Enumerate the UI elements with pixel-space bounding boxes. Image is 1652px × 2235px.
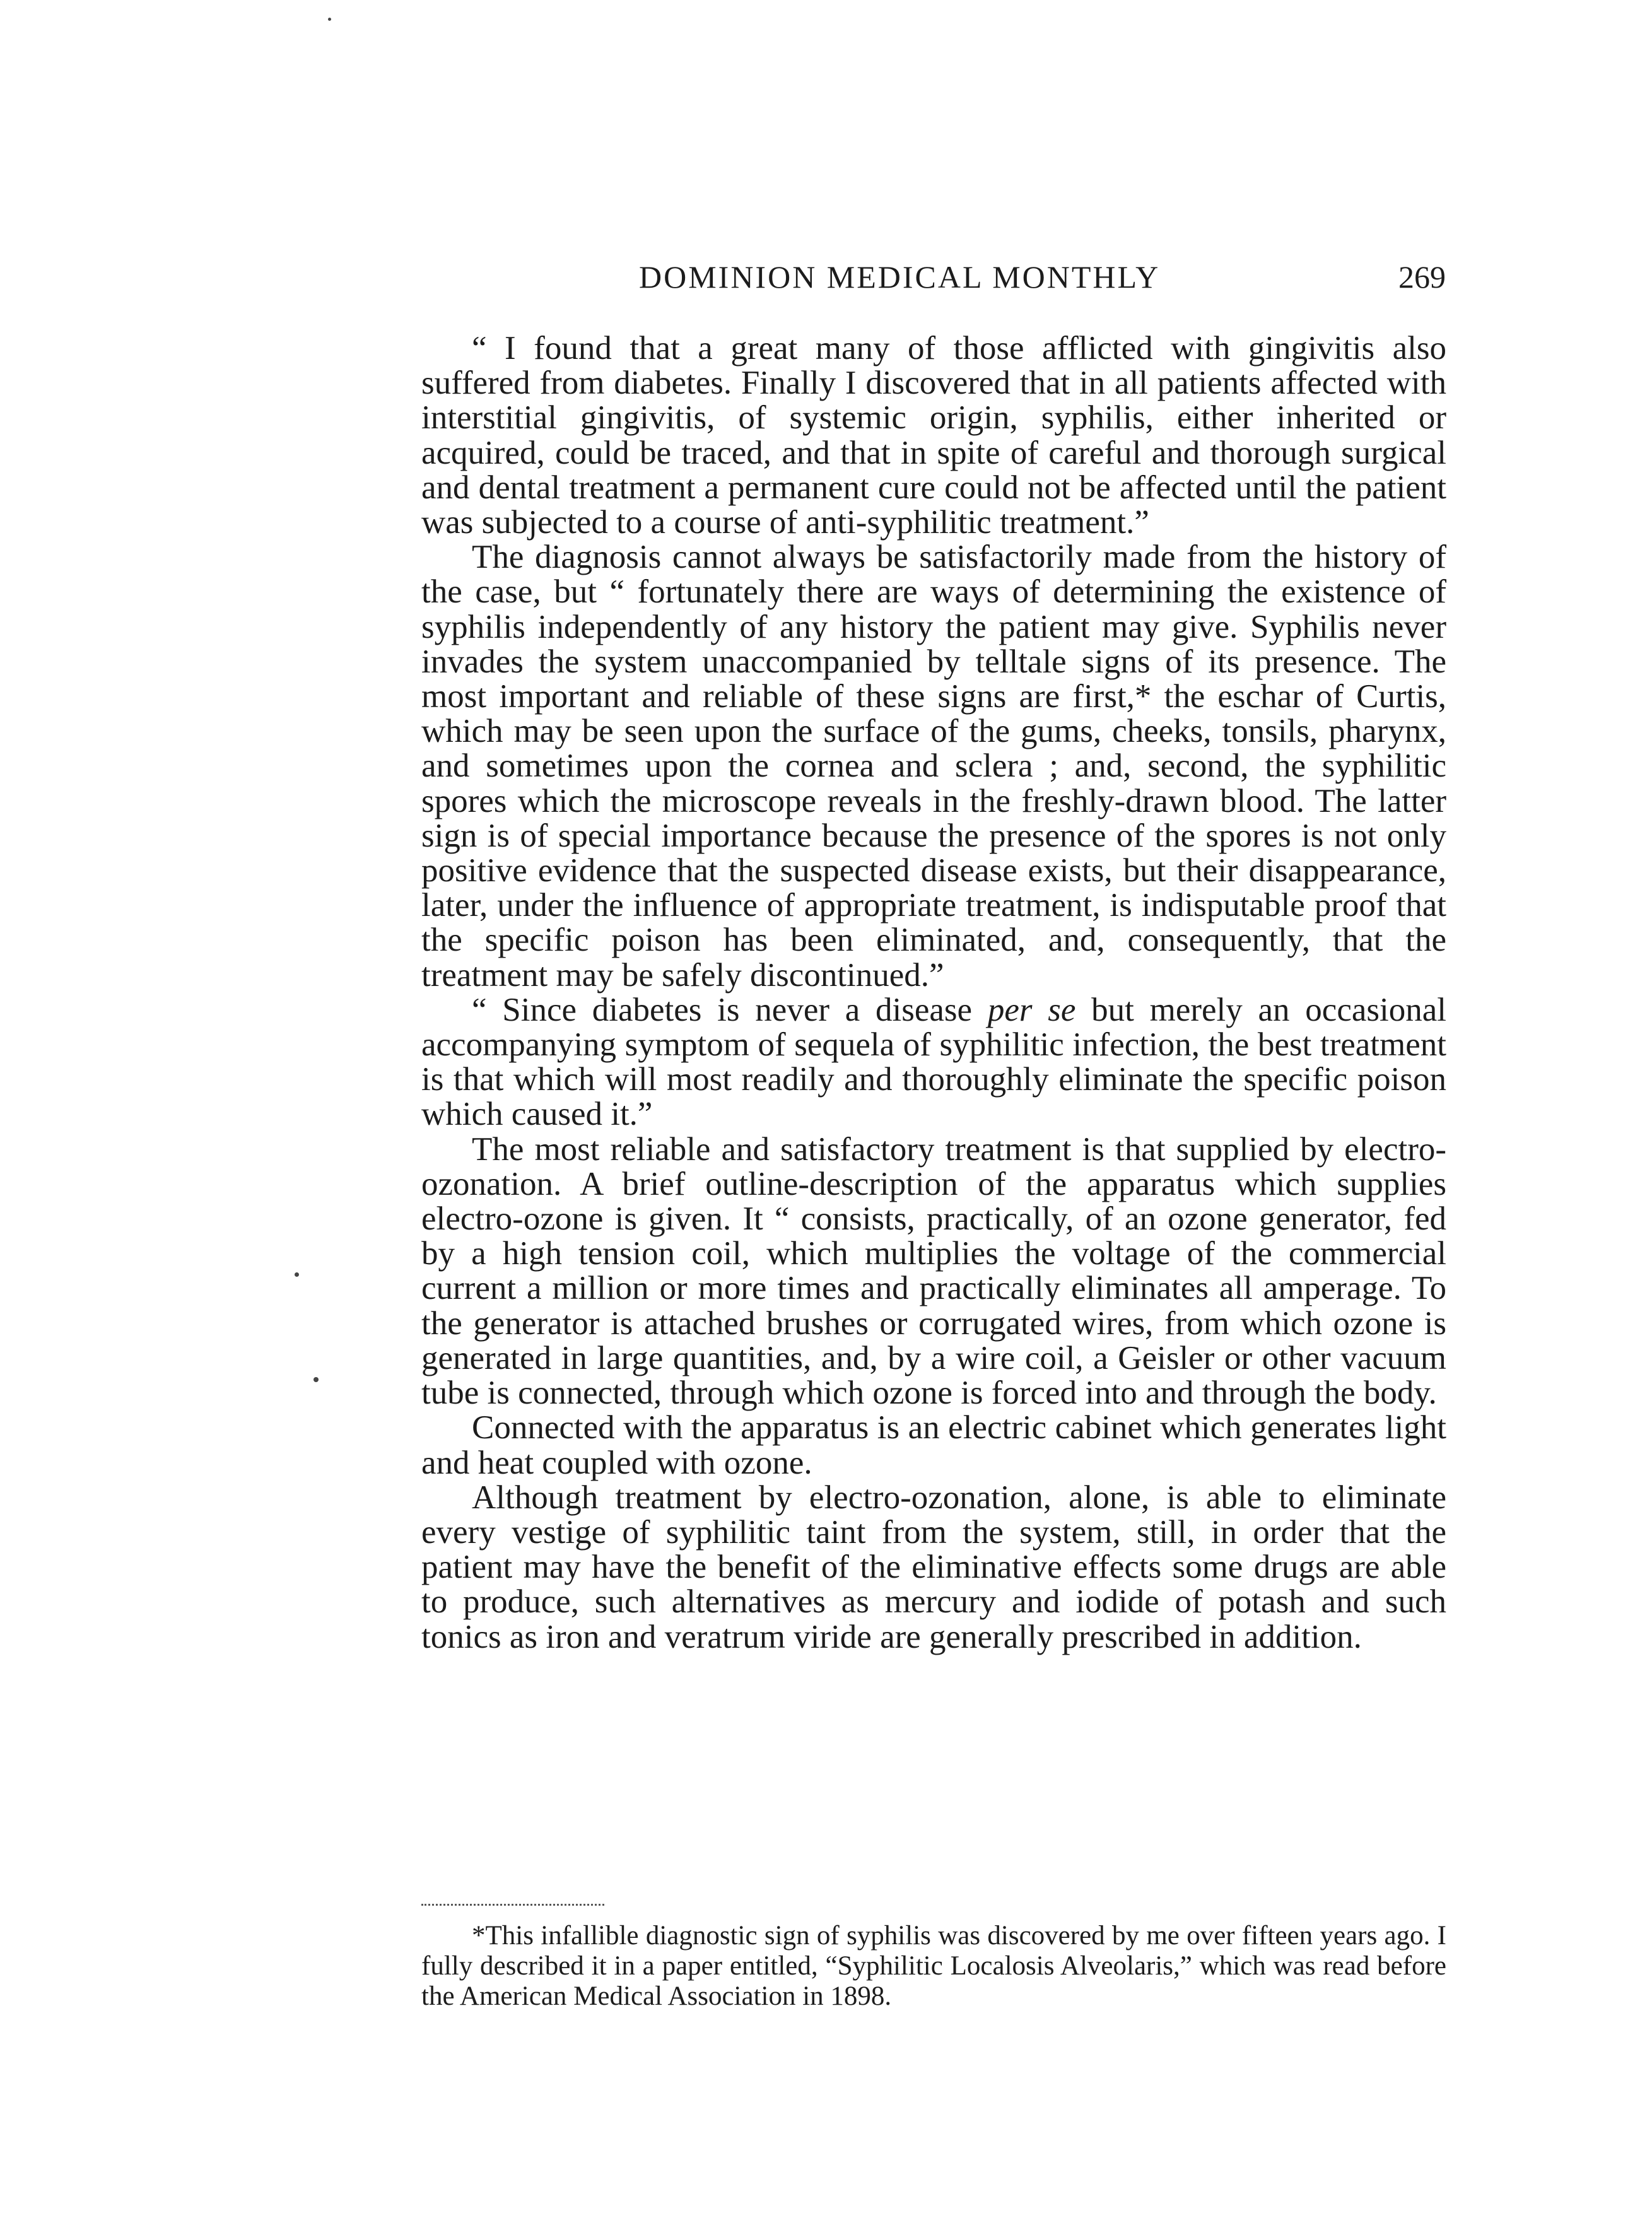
body-text bbox=[421, 331, 1446, 1655]
footnote: *This infallible diagnostic sign of syphilis was discovered by me over fifteen years ago. I fully described it in a paper entitled, “Syphilitic Localosis Alveolaris,” which was read before the American Medical Association in 1898. bbox=[421, 1921, 1446, 2011]
page-header bbox=[421, 259, 1463, 309]
paragraph-diabetes bbox=[421, 993, 1446, 1132]
italic-per-se: per se bbox=[987, 991, 1076, 1028]
footnote-separator bbox=[421, 1904, 604, 1906]
page-number: 269 bbox=[1398, 259, 1446, 295]
running-head: DOMINION MEDICAL MONTHLY bbox=[639, 259, 1161, 295]
paragraph-gingivitis-quote: “ I found that a great many of those afflicted with gingivitis also suffered from diabetes. Finally I discovered that in all patients affected with interstitial gingivitis, of systemic origin, syphilis, either inherited or acquired, could be traced, and that in spite of careful and thorough surgical and dental treatment a permanent cure could not be affected until the patient was subjected to a course of anti-syphilitic treatment.” bbox=[421, 330, 1446, 541]
paragraph-drugs: Although treatment by electro-ozonation, alone, is able to eliminate every vestige of syphilitic taint from the system, still, in order that the patient may have the benefit of the eliminative effects some drugs are able to produce, such alternatives as mercury and iodide of potash and such tonics as iron and veratrum viride are generally prescribed in addition. bbox=[421, 1479, 1446, 1655]
paragraph-electro-ozonation: The most reliable and satisfactory treatment is that supplied by electro-ozonation. A brief outline-description of the apparatus which supplies electro-ozone is given. It “ consists, practically, of an ozone generator, fed by a high tension coil, which multiplies the voltage of the commercial current a million or more times and practically eliminates all amperage. To the generator is attached brushes or corrugated wires, from which ozone is generated in large quantities, and, by a wire coil, a Geisler or other vacuum tube is connected, through which ozone is forced into and through the body. bbox=[421, 1130, 1446, 1412]
print-speck bbox=[295, 1272, 299, 1277]
paragraph-diabetes-end: but merely an occasional accompanying symptom of sequela of syphilitic infection, the best treatment is that which will most readily and thoroughly eliminate the specific poison which caused it.” bbox=[421, 991, 1446, 1133]
print-speck bbox=[313, 1377, 319, 1382]
paragraph-diagnosis: The diagnosis cannot always be satisfactorily made from the history of the case, but “ fortunately there are ways of determining the existence of syphilis independently of any history the patient may give. Syphilis never invades the system unaccompanied by telltale signs of its presence. The most important and reliable of these signs are first,* the eschar of Curtis, which may be seen upon the surface of the gums, cheeks, tonsils, pharynx, and sometimes upon the cornea and sclera ; and, second, the syphilitic spores which the microscope reveals in the freshly-drawn blood. The latter sign is of special importance because the presence of the spores is not only positive evidence that the suspected disease exists, but their disappearance, later, under the influence of appropriate treatment, is indisputable proof that the specific poison has been eliminated, and, consequently, that the treatment may be safely discontinued.” bbox=[421, 539, 1446, 994]
paragraph-electric-cabinet: Connected with the apparatus is an electric cabinet which generates light and heat coupled with ozone. bbox=[421, 1409, 1446, 1481]
paragraph-diabetes-start: “ Since diabetes is never a disease bbox=[472, 991, 988, 1028]
print-speck bbox=[328, 18, 331, 21]
